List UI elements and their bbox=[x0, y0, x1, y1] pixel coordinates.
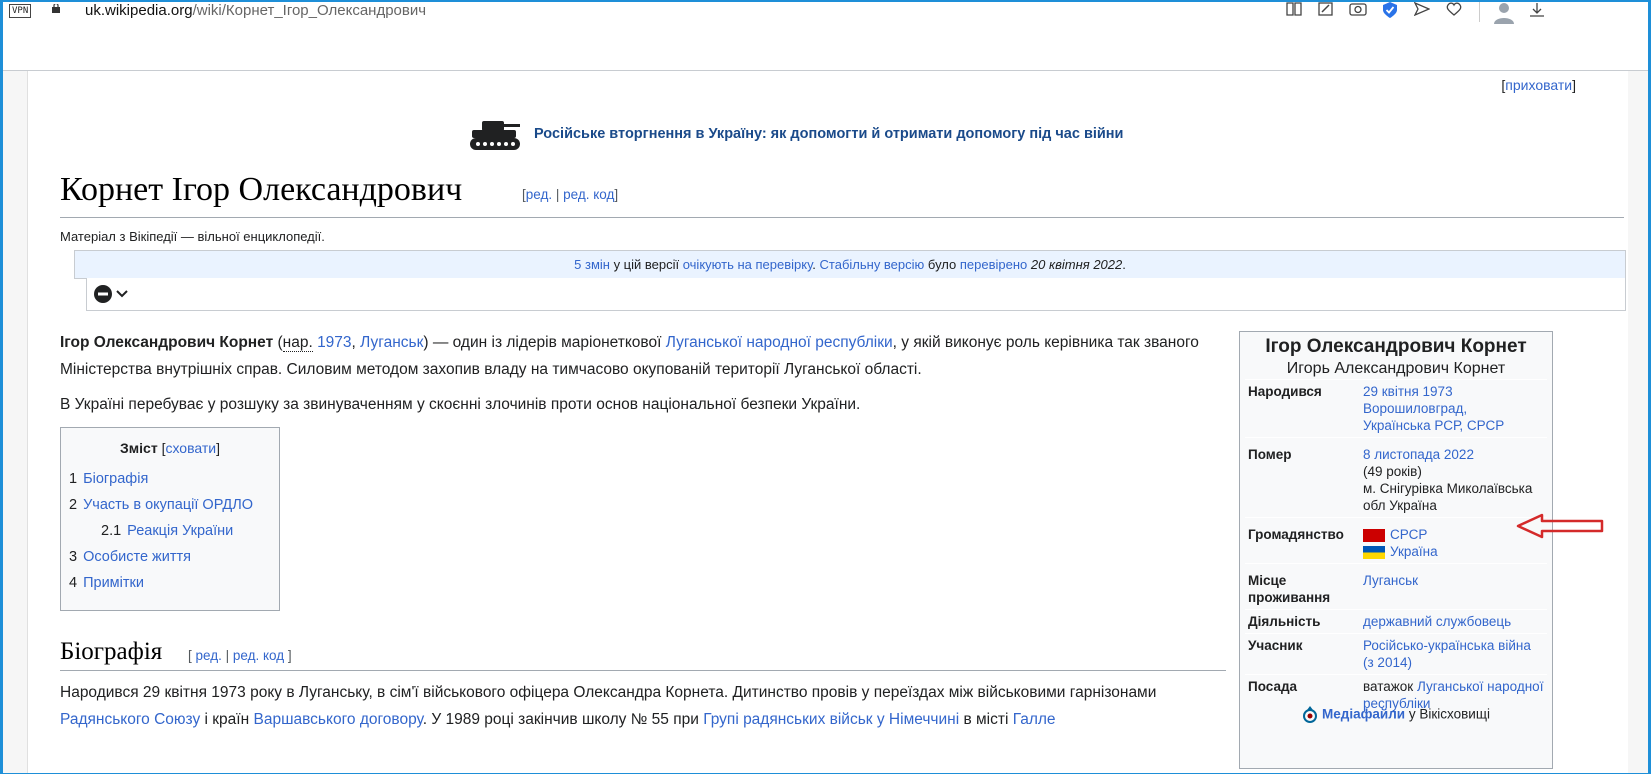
ussr-flag-icon bbox=[1363, 529, 1385, 542]
lock-icon[interactable] bbox=[51, 4, 61, 13]
hide-banner-link[interactable]: [приховати] bbox=[1501, 77, 1576, 93]
flagged-text-3: було bbox=[924, 257, 960, 272]
born-value bbox=[1360, 380, 1547, 438]
died-label: Помер bbox=[1248, 447, 1292, 462]
born-label: Народився bbox=[1248, 384, 1322, 399]
tank-icon bbox=[468, 115, 522, 153]
died-date-link[interactable]: 8 листопада 2022 bbox=[1363, 447, 1474, 462]
edit-source-link[interactable]: ред. код bbox=[563, 187, 615, 202]
member-value bbox=[1360, 634, 1547, 675]
page-title: Корнет Ігор Олександрович bbox=[60, 171, 463, 208]
infobox-alt-name: Игорь Александрович Корнет bbox=[1286, 360, 1506, 377]
toc-heading: Зміст bbox=[120, 440, 158, 456]
url-path: /wiki/Корнет_Ігор_Олександрович bbox=[192, 2, 427, 19]
toc-link-reaction[interactable]: Реакція України bbox=[127, 523, 234, 539]
title-row bbox=[60, 169, 1624, 218]
commons-text: у Вікісховищі bbox=[1405, 706, 1490, 722]
flagged-text-1: у цій версії bbox=[609, 257, 683, 272]
infobox-row-born bbox=[1245, 380, 1547, 438]
section-heading-biography: Біографія bbox=[60, 638, 163, 665]
download-icon[interactable] bbox=[1524, 2, 1550, 20]
toc-item[interactable] bbox=[69, 570, 279, 596]
vpn-badge[interactable]: VPN bbox=[9, 4, 31, 18]
section-edit-source-link[interactable]: ред. код bbox=[232, 648, 285, 663]
infobox-row-member bbox=[1245, 634, 1547, 675]
minus-circle-chevron-icon[interactable] bbox=[93, 284, 133, 304]
bio-text: і країн bbox=[200, 711, 254, 728]
table-of-contents bbox=[60, 427, 280, 611]
changes-link[interactable]: 5 змін bbox=[574, 257, 610, 272]
url-domain: uk.wikipedia.org bbox=[85, 2, 193, 19]
infobox-row-activity bbox=[1245, 610, 1547, 634]
browser-toolbar bbox=[1281, 2, 1556, 24]
heart-icon[interactable] bbox=[1441, 2, 1467, 20]
bio-text: . У 1989 році закінчив школу № 55 при bbox=[422, 711, 704, 728]
lead-text: ( bbox=[273, 334, 283, 351]
born-date-link[interactable]: 29 квітня 1973 bbox=[1363, 384, 1453, 399]
address-field[interactable] bbox=[85, 2, 426, 19]
site-notice-banner bbox=[468, 115, 1123, 153]
member-label: Учасник bbox=[1248, 638, 1303, 653]
bio-text: Народився 29 квітня 1973 року в Луганську, в сім'ї військового офіцера Олександра Корнета. Дитинство провів у переїздах між військовими гарнізонами bbox=[60, 684, 1157, 701]
commons-media-link[interactable]: Медіафайли bbox=[1322, 706, 1406, 722]
checked-link[interactable]: перевірено bbox=[959, 257, 1028, 272]
section-edit-links: [ ред. | ред. код ] bbox=[188, 648, 292, 663]
died-place: м. Снігурівка Миколаївська обл Україна bbox=[1363, 481, 1533, 513]
city-link[interactable]: Луганськ bbox=[360, 334, 424, 351]
checked-date: 20 квітня 2022 bbox=[1030, 257, 1123, 272]
soviet-forces-germany-link[interactable]: Групі радянських військ у Німеччині bbox=[703, 711, 960, 728]
flagged-text-5: . bbox=[1122, 257, 1126, 272]
member-link[interactable]: Російсько-українська війна (з 2014) bbox=[1363, 638, 1531, 670]
activity-label: Діяльність bbox=[1248, 614, 1321, 629]
send-icon[interactable] bbox=[1409, 2, 1435, 20]
toc-number: 4 bbox=[69, 575, 78, 591]
toc-link-notes[interactable]: Примітки bbox=[83, 575, 144, 591]
toc-item[interactable] bbox=[69, 518, 279, 544]
activity-value bbox=[1360, 610, 1547, 634]
toc-number: 2.1 bbox=[101, 523, 122, 539]
post-label: Посада bbox=[1248, 679, 1298, 694]
toc-link-occupation[interactable]: Участь в окупації ОРДЛО bbox=[83, 497, 254, 513]
bio-text: в місті bbox=[959, 711, 1013, 728]
born-place-link[interactable]: Ворошиловград, bbox=[1363, 401, 1468, 416]
toc-item[interactable] bbox=[69, 544, 279, 570]
flagged-text-2: . bbox=[812, 257, 820, 272]
died-value bbox=[1360, 438, 1547, 518]
infobox bbox=[1239, 331, 1553, 769]
section-edit-link[interactable]: ред. bbox=[195, 648, 222, 663]
hide-banner-button[interactable]: приховати bbox=[1505, 77, 1573, 93]
toc-link-biography[interactable]: Біографія bbox=[83, 471, 149, 487]
ukraine-flag-icon bbox=[1363, 546, 1385, 559]
lead-paragraph-1 bbox=[60, 329, 1230, 383]
article-content bbox=[27, 71, 1628, 773]
residence-link[interactable]: Луганськ bbox=[1363, 573, 1419, 588]
flagged-revisions-notice bbox=[74, 250, 1626, 279]
camera-icon[interactable] bbox=[1345, 2, 1371, 20]
toc-toggle-link[interactable]: сховати bbox=[165, 440, 217, 456]
halle-link[interactable]: Галле bbox=[1012, 711, 1056, 728]
profile-avatar-icon[interactable] bbox=[1490, 2, 1518, 24]
page-viewport bbox=[3, 70, 1648, 773]
toc-number: 2 bbox=[69, 497, 78, 513]
toc-number: 3 bbox=[69, 549, 78, 565]
born-abbr: нар. bbox=[282, 334, 313, 351]
citizenship-label: Громадянство bbox=[1248, 527, 1344, 542]
toolbar-divider bbox=[1479, 2, 1480, 22]
post-link[interactable]: Луганської народної республіки bbox=[1363, 679, 1544, 711]
edit-link[interactable]: ред. bbox=[525, 187, 553, 202]
citizenship-ussr-link[interactable]: СРСР bbox=[1390, 527, 1428, 542]
residence-label: Місце проживання bbox=[1248, 573, 1331, 605]
toc-item[interactable] bbox=[69, 492, 279, 518]
edit-screenshot-icon[interactable] bbox=[1313, 2, 1339, 20]
toc-link-personal[interactable]: Особисте життя bbox=[83, 549, 191, 565]
post-prefix: ватажок bbox=[1363, 679, 1417, 694]
residence-value bbox=[1360, 564, 1547, 610]
infobox-row-residence bbox=[1245, 564, 1547, 610]
lnr-link[interactable]: Луганської народної республіки bbox=[665, 334, 893, 351]
site-tagline: Матеріал з Вікіпедії — вільної енциклопедії. bbox=[60, 229, 325, 244]
citizenship-ukraine-link[interactable]: Україна bbox=[1390, 544, 1438, 559]
toc-list bbox=[61, 466, 279, 596]
red-annotation-arrow bbox=[1516, 511, 1606, 541]
died-age: (49 років) bbox=[1363, 464, 1422, 479]
lead-section bbox=[60, 329, 1230, 426]
lead-text: , bbox=[351, 334, 361, 351]
reader-mode-icon[interactable] bbox=[1281, 2, 1307, 20]
pending-review-link[interactable]: очікують на перевірку bbox=[682, 257, 813, 272]
shield-check-icon[interactable] bbox=[1377, 2, 1403, 20]
biography-paragraph bbox=[60, 679, 1230, 733]
born-country-link[interactable]: Українська РСР, СРСР bbox=[1363, 418, 1505, 433]
ussr-link[interactable]: Радянського Союзу bbox=[60, 711, 201, 728]
title-edit-links: [ред. | ред. код] bbox=[522, 187, 619, 202]
toc-title: Зміст [сховати] bbox=[120, 440, 220, 456]
infobox-name: Ігор Олександрович Корнет bbox=[1265, 336, 1527, 357]
infobox-commons-footer bbox=[1240, 706, 1552, 724]
subject-name: Ігор Олександрович Корнет bbox=[60, 334, 274, 351]
toc-item[interactable] bbox=[69, 466, 279, 492]
infobox-row-citizenship bbox=[1245, 518, 1547, 564]
section-heading-row bbox=[60, 636, 1226, 671]
flagged-details-row bbox=[86, 278, 1626, 311]
lead-text: , у якій виконує роль керівника так званого Міністерства внутрішніх справ. Силовим методом захопив владу на тимчасово окупованій території Луганської області. bbox=[60, 334, 1199, 378]
stable-version-link[interactable]: Стабільну версію bbox=[819, 257, 925, 272]
infobox-row-died bbox=[1245, 438, 1547, 518]
infobox-table bbox=[1245, 379, 1547, 715]
year-link[interactable]: 1973 bbox=[317, 334, 352, 351]
warsaw-pact-link[interactable]: Варшавського договору bbox=[253, 711, 423, 728]
lead-text: ) — один із лідерів маріонеткової bbox=[423, 334, 666, 351]
toc-number: 1 bbox=[69, 471, 78, 487]
lead-paragraph-2: В Україні перебуває у розшуку за звинуваченням у скоєнні злочинів проти основ національної безпеки України. bbox=[60, 396, 861, 413]
war-help-link[interactable]: Російське вторгнення в Україну: як допомогти й отримати допомогу під час війни bbox=[534, 126, 1124, 142]
browser-address-bar bbox=[3, 2, 1648, 70]
wikimedia-commons-icon bbox=[1302, 706, 1318, 724]
activity-link[interactable]: державний службовець bbox=[1363, 614, 1512, 629]
